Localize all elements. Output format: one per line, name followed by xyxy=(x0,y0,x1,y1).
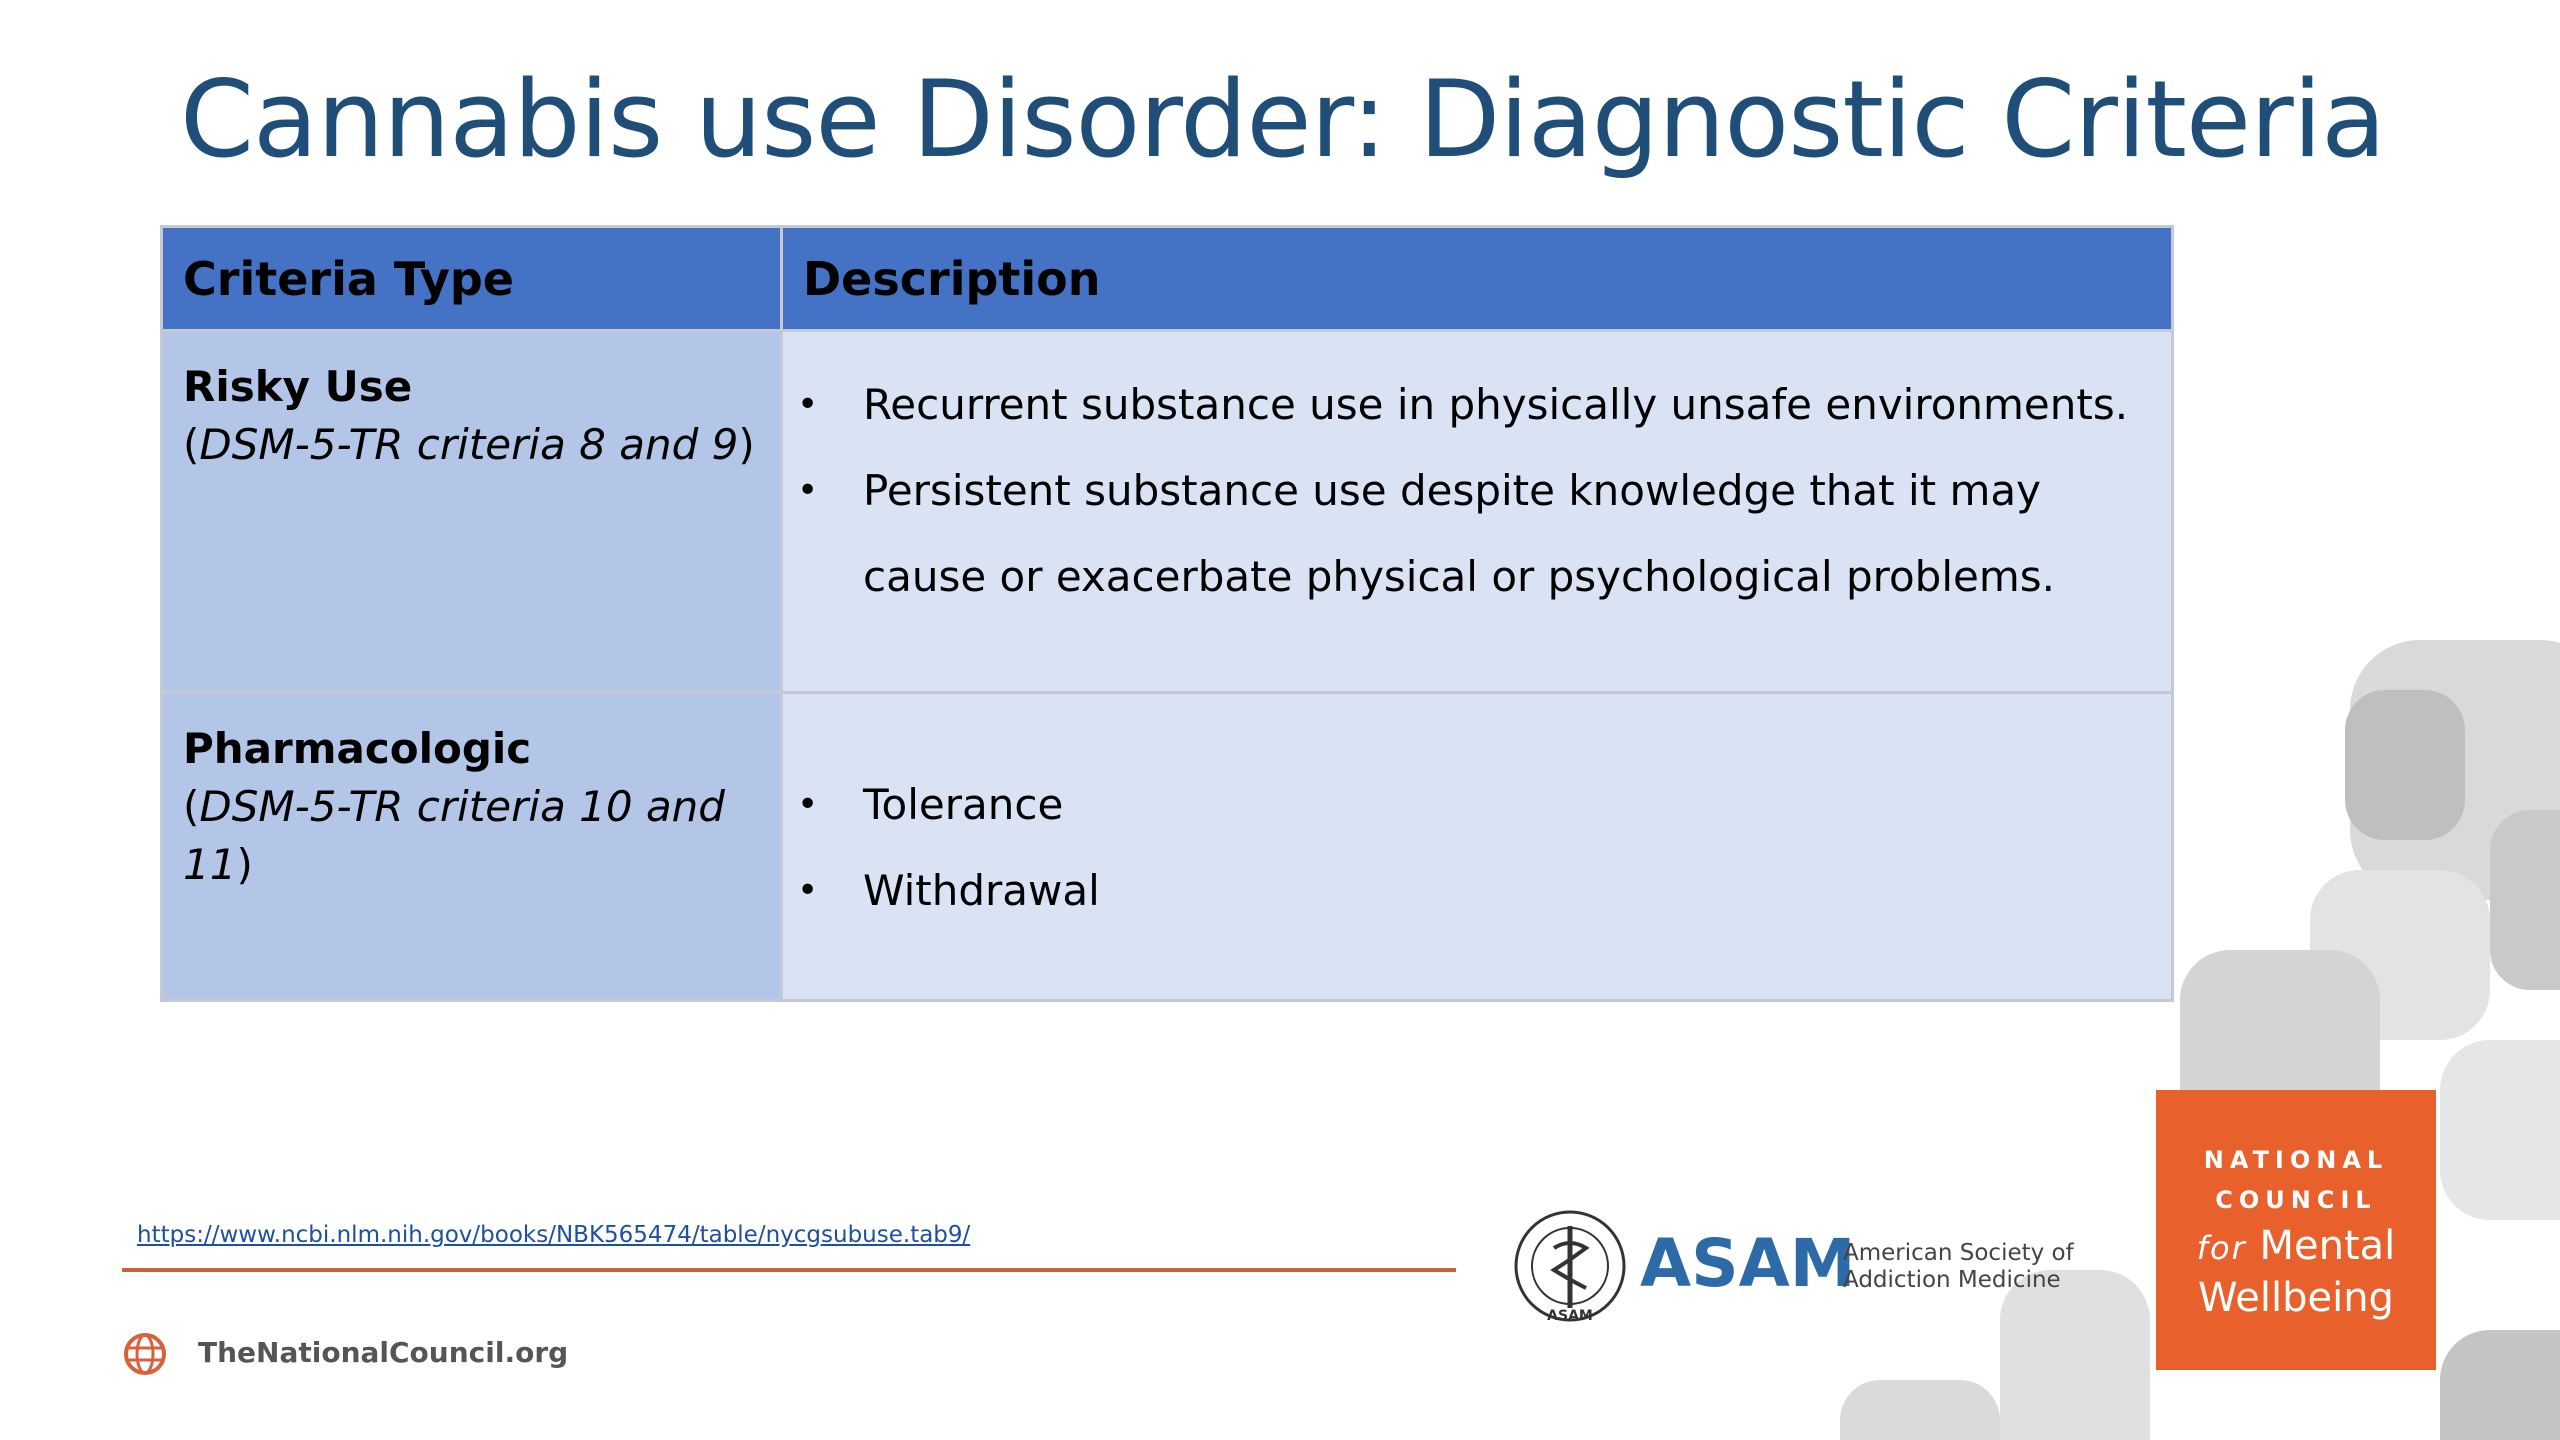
asam-full-name: American Society of Addiction Medicine xyxy=(1843,1240,2074,1293)
list-item: • Recurrent substance use in physically unsafe environments. xyxy=(783,362,2171,448)
table-row xyxy=(162,331,2173,693)
decorative-shape xyxy=(2345,690,2465,840)
table-row xyxy=(162,693,2173,1001)
list-item: • Persistent substance use despite knowledge that it may cause or exacerbate physical or psychological problems. xyxy=(783,448,2171,620)
site-name: TheNationalCouncil.org xyxy=(198,1336,569,1369)
bullet-icon: • xyxy=(797,870,819,911)
header-criteria-type: Criteria Type xyxy=(162,227,782,331)
bullet-icon: • xyxy=(797,784,819,825)
table-header-row xyxy=(162,227,2173,331)
slide-title: Cannabis use Disorder: Diagnostic Criteria xyxy=(180,58,2386,181)
description-list xyxy=(783,332,2171,634)
national-council-logo xyxy=(2156,1090,2436,1370)
decorative-shape xyxy=(2490,810,2560,990)
description-list xyxy=(783,694,2171,934)
criteria-reference: (DSM-5-TR criteria 8 and 9) xyxy=(183,420,755,469)
criteria-reference: (DSM-5-TR criteria 10 and 11) xyxy=(183,782,725,889)
criteria-type-cell xyxy=(162,693,782,1001)
decorative-shape xyxy=(2440,1040,2560,1220)
source-link[interactable]: https://www.ncbi.nlm.nih.gov/books/NBK565474/table/nycgsubuse.tab9/ xyxy=(137,1222,971,1248)
list-item: • Tolerance xyxy=(783,762,2171,848)
criteria-table xyxy=(160,225,2174,1002)
badge-wellbeing: Wellbeing xyxy=(2198,1275,2394,1321)
criteria-type-name: Risky Use xyxy=(183,362,413,411)
description-cell xyxy=(782,331,2173,693)
svg-text:ASAM: ASAM xyxy=(1547,1308,1593,1324)
criteria-type-cell xyxy=(162,331,782,693)
globe-icon xyxy=(122,1331,168,1377)
bullet-icon: • xyxy=(797,470,819,511)
badge-council: COUNCIL xyxy=(2215,1186,2377,1214)
decorative-shape xyxy=(2000,1270,2150,1440)
header-description: Description xyxy=(782,227,2173,331)
description-cell xyxy=(782,693,2173,1001)
caduceus-icon xyxy=(1512,1208,1628,1324)
bullet-icon: • xyxy=(797,384,819,425)
badge-national: NATIONAL xyxy=(2203,1146,2389,1174)
asam-acronym: ASAM xyxy=(1640,1225,1856,1302)
criteria-type-name: Pharmacologic xyxy=(183,724,532,773)
footer-divider xyxy=(122,1268,1456,1272)
list-item: • Withdrawal xyxy=(783,848,2171,934)
decorative-shape xyxy=(1840,1380,2000,1440)
decorative-shape xyxy=(2180,950,2380,1090)
badge-for-mental: for Mental xyxy=(2196,1223,2396,1269)
decorative-shape xyxy=(2440,1330,2560,1440)
